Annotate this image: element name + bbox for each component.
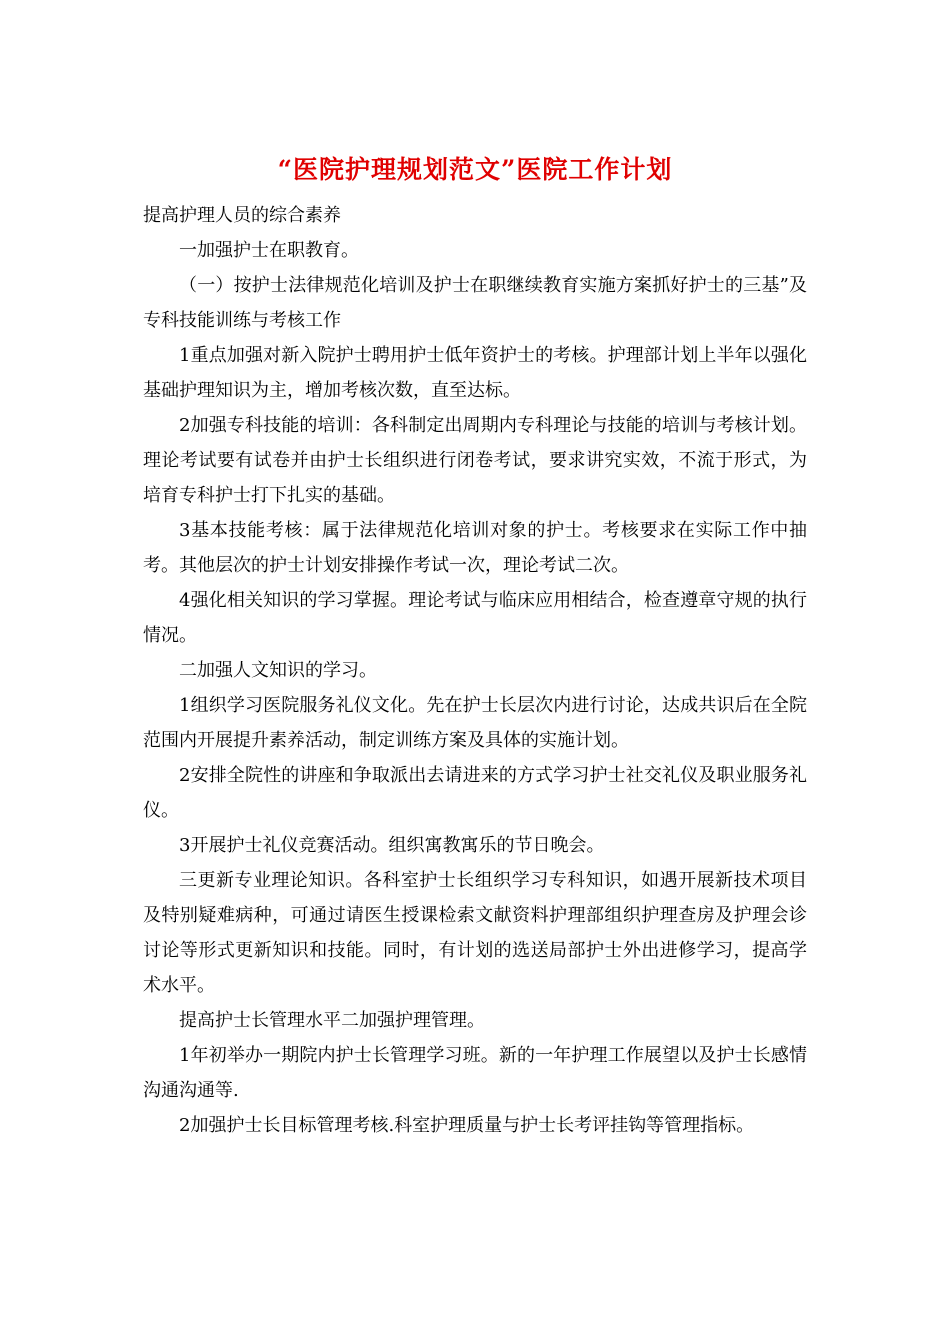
paragraph: 2安排全院性的讲座和争取派出去请进来的方式学习护士社交礼仪及职业服务礼仪。 — [143, 765, 807, 821]
paragraph: 三更新专业理论知识。各科室护士长组织学习专科知识，如遇开展新技术项目及特别疑难病种，可通过请医生授课检索文献资料护理部组织护理查房及护理会诊讨论等形式更新知识和技能。同时，有计划的选送局部护士外出进修学习，提高学术水平。 — [143, 870, 807, 996]
paragraph: 4强化相关知识的学习掌握。理论考试与临床应用相结合，检查遵章守规的执行情况。 — [143, 590, 807, 646]
paragraph: 2加强护士长目标管理考核.科室护理质量与护士长考评挂钩等管理指标。 — [179, 1115, 755, 1136]
paragraph: 2加强专科技能的培训：各科制定出周期内专科理论与技能的培训与考核计划。理论考试要有试卷并由护士长组织进行闭卷考试，要求讲究实效，不流于形式，为培育专科护士打下扎实的基础。 — [143, 415, 807, 506]
paragraph: 1年初举办一期院内护士长管理学习班。新的一年护理工作展望以及护士长感情沟通沟通等. — [143, 1045, 807, 1101]
document-body — [143, 198, 807, 1143]
paragraph: 3开展护士礼仪竞赛活动。组织寓教寓乐的节日晚会。 — [179, 835, 605, 856]
paragraph: 提高护士长管理水平二加强护理管理。 — [179, 1010, 485, 1031]
paragraph: 提高护理人员的综合素养 — [143, 205, 341, 226]
paragraph: 1组织学习医院服务礼仪文化。先在护士长层次内进行讨论，达成共识后在全院范围内开展提升素养活动，制定训练方案及具体的实施计划。 — [143, 695, 807, 751]
paragraph: 二加强人文知识的学习。 — [179, 660, 377, 681]
paragraph: 一加强护士在职教育。 — [179, 240, 359, 261]
paragraph: 1重点加强对新入院护士聘用护士低年资护士的考核。护理部计划上半年以强化基础护理知识为主，增加考核次数，直至达标。 — [143, 345, 807, 401]
paragraph: 3基本技能考核：属于法律规范化培训对象的护士。考核要求在实际工作中抽考。其他层次的护士计划安排操作考试一次，理论考试二次。 — [143, 520, 807, 576]
document-title: “医院护理规划范文”医院工作计划 — [277, 155, 673, 184]
paragraph: （一）按护士法律规范化培训及护士在职继续教育实施方案抓好护士的三基”及专科技能训练与考核工作 — [143, 275, 807, 331]
